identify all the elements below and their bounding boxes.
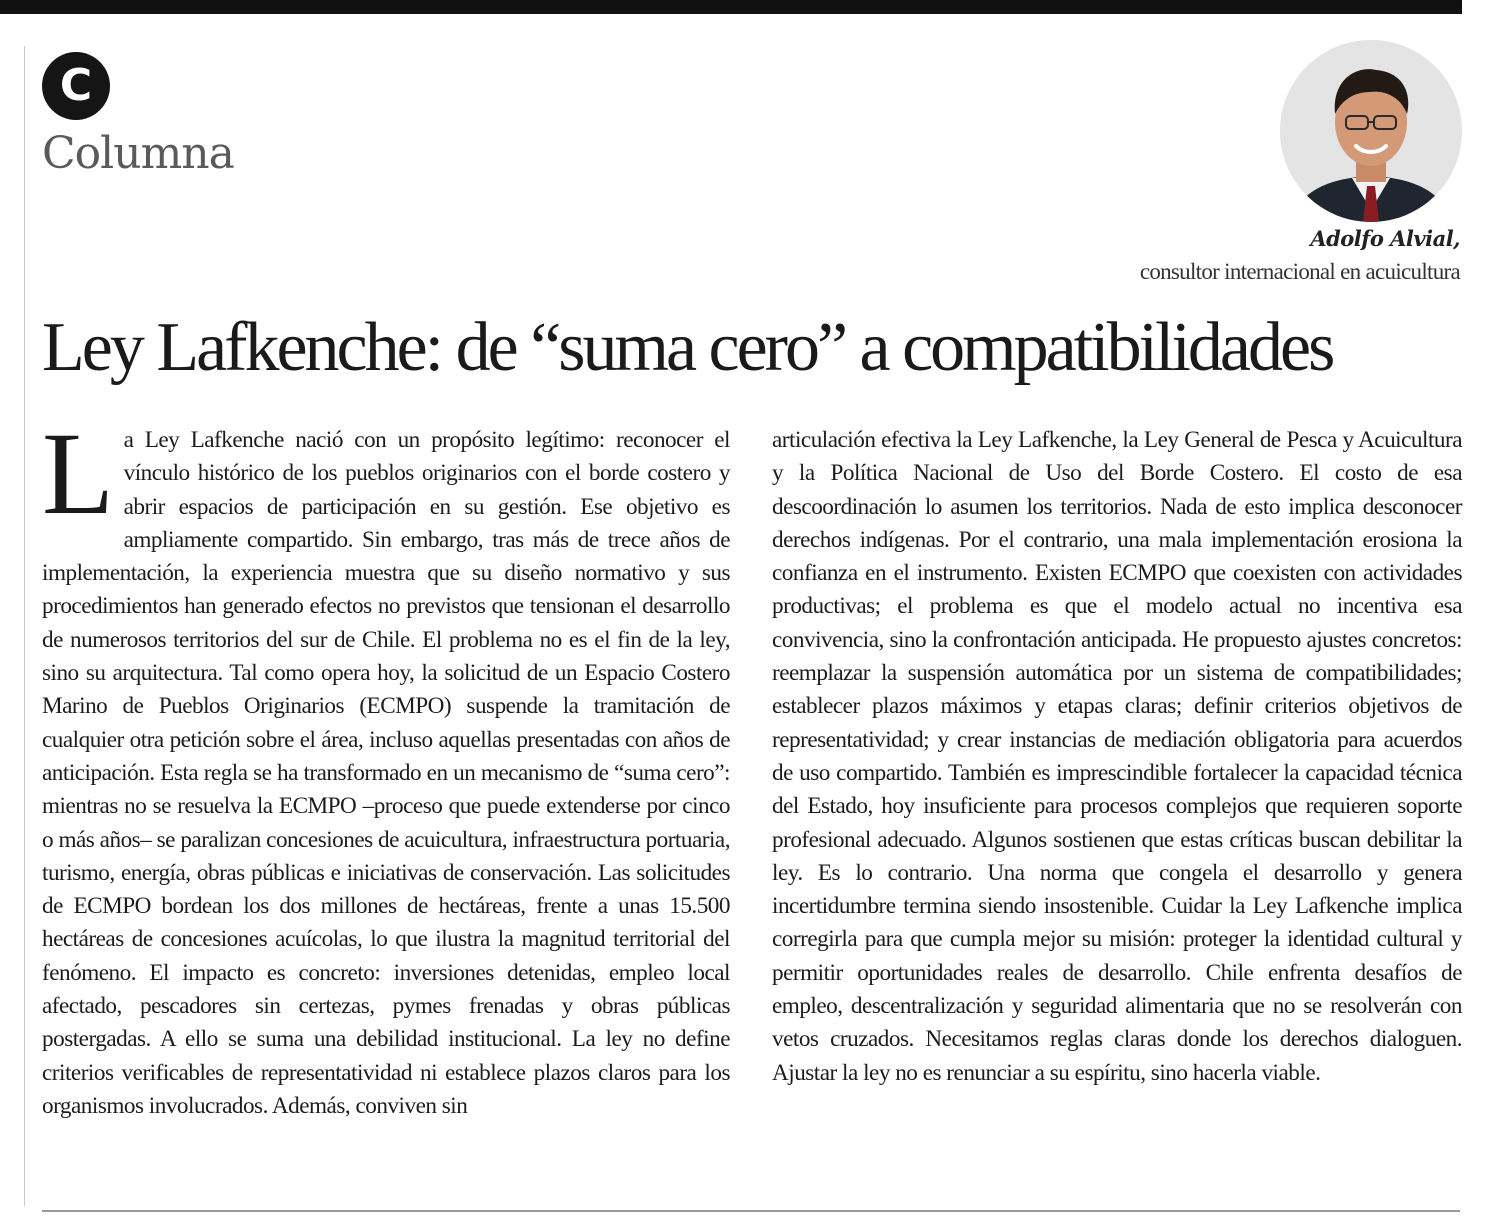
author-photo: [1280, 40, 1462, 222]
section-badge-icon: C: [42, 52, 110, 120]
article-headline: Ley Lafkenche: de “suma cero” a compatibilidades: [42, 309, 1333, 386]
article-body-left: a Ley Lafkenche nació con un propósito legítimo: reconocer el vínculo histórico de los pueblos originarios con el borde costero y abrir espacios de participación en su gestión. Ese objetivo es ampliamente compartido. Sin embargo, tras más de trece años de implementación, la experiencia muestra que su diseño normativo y sus procedimientos han generado efectos no previstos que tensionan el desarrollo de numerosos territorios del sur de Chile. El problema no es el fin de la ley, sino su arquitectura. Tal como opera hoy, la solicitud de un Espacio Costero Marino de Pueblos Originarios (ECMPO) suspende la tramitación de cualquier otra petición sobre el área, incluso aquellas presentadas con años de anticipación. Esta regla se ha transformado en un mecanismo de “suma cero”: mientras no se resuelva la ECMPO –proceso que puede extenderse por cinco o más años– se paralizan concesiones de acuicultura, infraestructura portuaria, turismo, energía, obras públicas e iniciativas de conservación. Las solicitudes de ECMPO bordean los dos millones de hectáreas, frente a unas 15.500 hectáreas de concesiones acuícolas, lo que ilustra la magnitud territorial del fenómeno. El impacto es concreto: inversiones detenidas, empleo local afectado, pescadores sin certezas, pymes frenadas y obras públicas postergadas. A ello se suma una debilidad institucional. La ley no define criterios verificables de representatividad ni establece plazos claros para los organismos involucrados. Además, conviven sin: [42, 427, 730, 1119]
left-divider: [24, 46, 25, 1206]
article-column-left: [42, 408, 730, 1123]
author-role: consultor internacional en acuicultura: [1139, 259, 1460, 284]
article-body-right: articulación efectiva la Ley Lafkenche, la Ley General de Pesca y Acuicultura y la Política Nacional de Uso del Borde Costero. El costo de esa descoordinación lo asumen los territorios. Nada de esto implica desconocer derechos indígenas. Por el contrario, una mala implementación erosiona la confianza en el instrumento. Existen ECMPO que coexisten con actividades productivas; el problema es que el modelo actual no incentiva esa convivencia, sino la confrontación anticipada. He propuesto ajustes concretos: reemplazar la suspensión automática por un sistema de compatibilidades; establecer plazos máximos y etapas claras; definir criterios objetivos de representatividad; y crear instancias de mediación obligatoria para acuerdos de uso compartido. También es imprescindible fortalecer la capacidad técnica del Estado, hoy insuficiente para procesos complejos que requieren soporte profesional adecuado. Algunos sostienen que estas críticas buscan debilitar la ley. Es lo contrario. Una norma que congela el desarrollo y genera incertidumbre termina siendo insostenible. Cuidar la Ley Lafkenche implica corregirla para que cumpla mejor su misión: proteger la identidad cultural y permitir oportunidades reales de desarrollo. Chile enfrenta desafíos de empleo, descentralización y seguridad alimentaria que no se resolverán con vetos cruzados. Necesitamos reglas claras donde los derechos dialoguen. Ajustar la ley no es renunciar a su espíritu, sino hacerla viable.: [772, 427, 1462, 1086]
author-name: Adolfo Alvial,: [1310, 226, 1460, 251]
top-rule: [0, 0, 1462, 14]
drop-cap: L: [42, 408, 114, 539]
author-portrait-icon: [1280, 40, 1462, 222]
section-label: Columna: [42, 128, 234, 179]
article-column-right: [772, 424, 1462, 1090]
bottom-rule: [42, 1210, 1460, 1212]
